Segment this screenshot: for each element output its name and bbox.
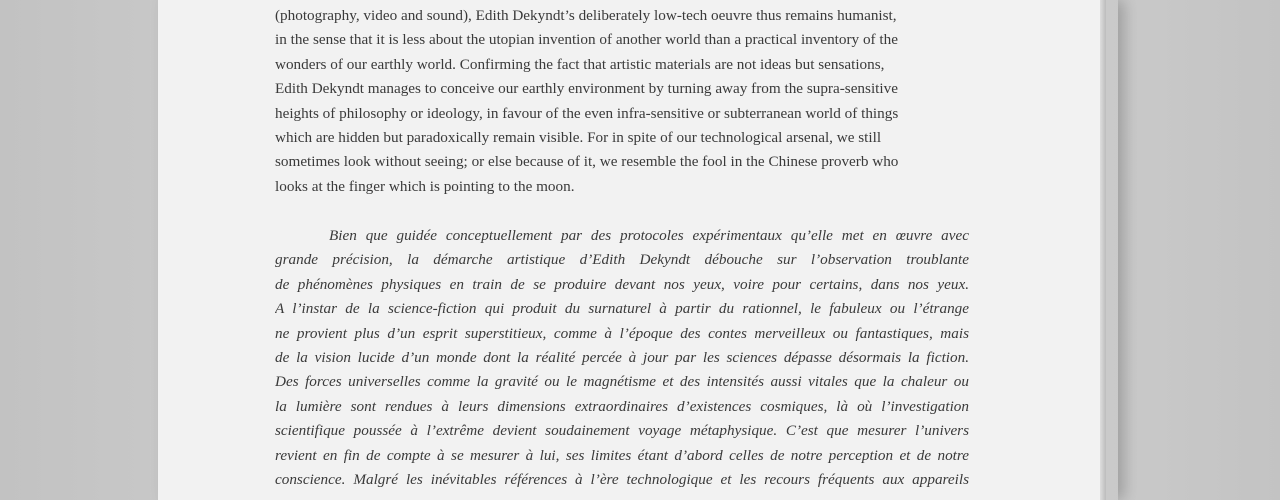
text-line: scientifique poussée à l’extrême devient soudainement voyage métaphysique. C’est que mesurer l’univers <box>275 422 969 440</box>
text-line: (photography, video and sound), Edith Dekyndt’s deliberately low-tech oeuvre thus remains humanist, <box>275 7 897 24</box>
text-line: de la vision lucide d’un monde dont la réalité percée à jour par les sciences dépasse désormais la fiction. <box>275 349 969 367</box>
text-line: A l’instar de la science-fiction qui produit du surnaturel à partir du rationnel, le fabuleux ou l’étrange <box>275 300 969 318</box>
text-line: ne provient plus d’un esprit superstitieux, comme à l’époque des contes merveilleux ou fantastiques, mais <box>275 324 969 342</box>
page-edge <box>1100 0 1106 500</box>
english-paragraph <box>275 4 969 199</box>
text-line: in the sense that it is less about the utopian invention of another world than a practical inventory of the <box>275 31 898 49</box>
text-line: Bien que guidée conceptuellement par des protocoles expérimentaux qu’elle met en œuvre avec <box>329 227 969 244</box>
text-line: which are hidden but paradoxically remain visible. For in spite of our technological arsenal, we still <box>275 129 882 147</box>
text-line: Des forces universelles comme la gravité ou le magnétisme et des intensités aussi vitales que la chaleur ou <box>275 373 969 391</box>
text-line: revient en fin de compte à se mesurer à lui, ses limites étant d’abord celles de notre perception et de notre <box>275 446 969 464</box>
text-line: la lumière sont rendues à leurs dimensions extraordinaires d’existences cosmiques, là où l’investigation <box>275 397 969 415</box>
text-line: sometimes look without seeing; or else because of it, we resemble the fool in the Chinese proverb who <box>275 153 899 171</box>
text-line: conscience. Malgré les inévitables références à l’ère technologique et les recours fréquents aux appareils <box>275 471 969 489</box>
text-line: looks at the finger which is pointing to the moon. <box>275 177 575 195</box>
text-line: de phénomènes physiques en train de se produire devant nos yeux, voire pour certains, dans nos yeux. <box>275 275 969 293</box>
text-line: wonders of our earthly world. Confirming the fact that artistic materials are not ideas but sensations, <box>275 55 885 73</box>
french-paragraph <box>275 224 969 492</box>
text-line: grande précision, la démarche artistique d’Edith Dekyndt débouche sur l’observation troublante <box>275 251 969 269</box>
text-line: heights of philosophy or ideology, in favour of the even infra-sensitive or subterranean world of things <box>275 104 899 122</box>
text-line: Edith Dekyndt manages to conceive our earthly environment by turning away from the supra-sensitive <box>275 80 898 98</box>
